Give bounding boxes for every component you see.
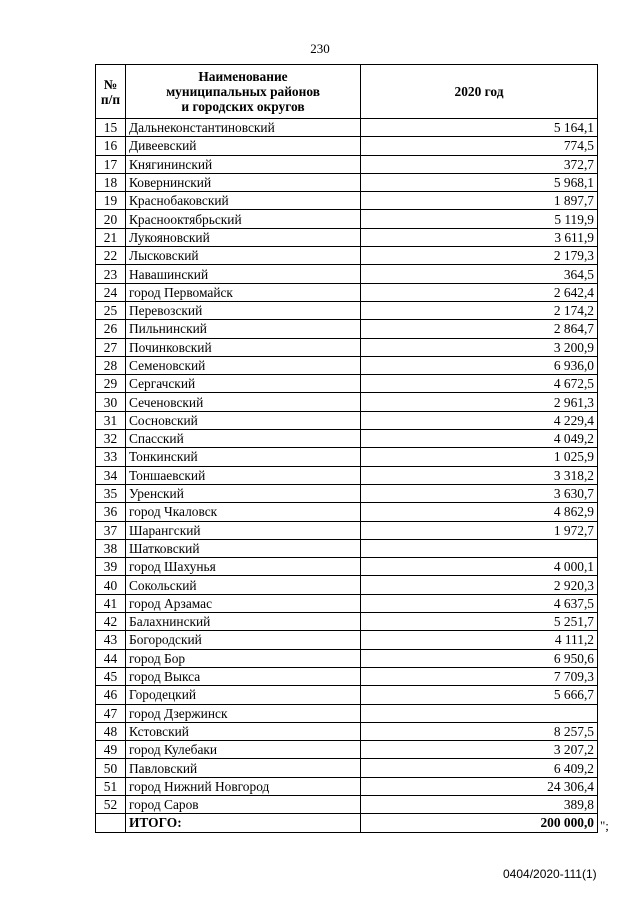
row-value-cell: 2 864,7 xyxy=(361,320,598,338)
row-value-cell: 4 862,9 xyxy=(361,503,598,521)
table-header-row xyxy=(96,65,598,119)
table-row xyxy=(96,301,598,319)
row-value-cell: 3 200,9 xyxy=(361,338,598,356)
row-num-cell: 15 xyxy=(96,119,126,137)
row-num-cell: 35 xyxy=(96,484,126,502)
row-num-cell: 47 xyxy=(96,704,126,722)
row-value-cell: 3 630,7 xyxy=(361,484,598,502)
table-row xyxy=(96,759,598,777)
table-row xyxy=(96,539,598,557)
table-row xyxy=(96,338,598,356)
row-name-cell: город Арзамас xyxy=(126,594,361,612)
table-row xyxy=(96,411,598,429)
table-row xyxy=(96,503,598,521)
row-num-cell: 41 xyxy=(96,594,126,612)
total-row xyxy=(96,814,598,832)
row-num-cell: 40 xyxy=(96,576,126,594)
row-value-cell: 5 666,7 xyxy=(361,686,598,704)
table-row xyxy=(96,594,598,612)
row-num-cell: 26 xyxy=(96,320,126,338)
row-name-cell: Краснобаковский xyxy=(126,192,361,210)
row-num-cell: 27 xyxy=(96,338,126,356)
row-num-cell: 30 xyxy=(96,393,126,411)
row-value-cell: 7 709,3 xyxy=(361,667,598,685)
row-num-cell: 23 xyxy=(96,265,126,283)
row-value-cell xyxy=(361,539,598,557)
row-name-cell: город Выкса xyxy=(126,667,361,685)
page-number: 230 xyxy=(310,41,330,56)
row-num-cell: 45 xyxy=(96,667,126,685)
row-num-cell: 20 xyxy=(96,210,126,228)
row-name-cell: Сосновский xyxy=(126,411,361,429)
total-label: ИТОГО: xyxy=(126,814,361,832)
table-row xyxy=(96,119,598,137)
row-num-cell: 39 xyxy=(96,558,126,576)
row-value-cell: 8 257,5 xyxy=(361,722,598,740)
row-value-cell: 6 950,6 xyxy=(361,649,598,667)
row-num-cell: 49 xyxy=(96,741,126,759)
row-value-cell: 4 000,1 xyxy=(361,558,598,576)
row-name-cell: Лукояновский xyxy=(126,228,361,246)
document-code: 0404/2020-111(1) xyxy=(503,867,597,881)
table-row xyxy=(96,192,598,210)
row-value-cell: 1 972,7 xyxy=(361,521,598,539)
row-num-cell: 46 xyxy=(96,686,126,704)
table-row xyxy=(96,448,598,466)
row-num-cell: 22 xyxy=(96,247,126,265)
row-value-cell: 5 968,1 xyxy=(361,173,598,191)
row-name-cell: Тоншаевский xyxy=(126,466,361,484)
row-num-cell: 38 xyxy=(96,539,126,557)
table-row xyxy=(96,173,598,191)
table-row xyxy=(96,576,598,594)
table-row xyxy=(96,667,598,685)
row-name-cell: Лысковский xyxy=(126,247,361,265)
table-row xyxy=(96,247,598,265)
table-row xyxy=(96,649,598,667)
table-row xyxy=(96,430,598,448)
row-name-cell: Перевозский xyxy=(126,301,361,319)
row-value-cell: 3 611,9 xyxy=(361,228,598,246)
row-name-cell: Богородский xyxy=(126,631,361,649)
row-num-cell: 36 xyxy=(96,503,126,521)
row-name-cell: город Кулебаки xyxy=(126,741,361,759)
row-value-cell: 2 642,4 xyxy=(361,283,598,301)
table-row xyxy=(96,484,598,502)
row-num-cell: 37 xyxy=(96,521,126,539)
row-value-cell: 1 025,9 xyxy=(361,448,598,466)
row-name-cell: город Шахунья xyxy=(126,558,361,576)
row-value-cell: 4 229,4 xyxy=(361,411,598,429)
row-name-cell: город Первомайск xyxy=(126,283,361,301)
row-name-cell: Сеченовский xyxy=(126,393,361,411)
header-num: № п/п xyxy=(96,65,126,119)
row-value-cell: 1 897,7 xyxy=(361,192,598,210)
table-row xyxy=(96,777,598,795)
row-num-cell: 50 xyxy=(96,759,126,777)
row-value-cell: 6 936,0 xyxy=(361,356,598,374)
table-row xyxy=(96,283,598,301)
row-num-cell: 33 xyxy=(96,448,126,466)
row-num-cell: 28 xyxy=(96,356,126,374)
row-value-cell: 4 672,5 xyxy=(361,375,598,393)
table-row xyxy=(96,795,598,813)
table-body xyxy=(96,119,598,814)
row-name-cell: город Саров xyxy=(126,795,361,813)
row-name-cell: Балахнинский xyxy=(126,613,361,631)
row-value-cell: 3 318,2 xyxy=(361,466,598,484)
row-name-cell: город Дзержинск xyxy=(126,704,361,722)
row-num-cell: 34 xyxy=(96,466,126,484)
table-row xyxy=(96,631,598,649)
row-name-cell: Краснооктябрьский xyxy=(126,210,361,228)
table-row xyxy=(96,558,598,576)
row-num-cell: 25 xyxy=(96,301,126,319)
row-name-cell: Починковский xyxy=(126,338,361,356)
table-row xyxy=(96,704,598,722)
table-row xyxy=(96,265,598,283)
row-name-cell: город Бор xyxy=(126,649,361,667)
row-num-cell: 19 xyxy=(96,192,126,210)
table-row xyxy=(96,375,598,393)
row-name-cell: Дивеевский xyxy=(126,137,361,155)
row-name-cell: Ковернинский xyxy=(126,173,361,191)
row-value-cell: 5 164,1 xyxy=(361,119,598,137)
row-value-cell: 364,5 xyxy=(361,265,598,283)
row-name-cell: Дальнеконстантиновский xyxy=(126,119,361,137)
table-row xyxy=(96,686,598,704)
row-num-cell: 42 xyxy=(96,613,126,631)
total-value: 200 000,0 xyxy=(361,814,598,832)
row-value-cell: 372,7 xyxy=(361,155,598,173)
table-row xyxy=(96,228,598,246)
row-num-cell: 51 xyxy=(96,777,126,795)
row-value-cell: 2 179,3 xyxy=(361,247,598,265)
row-name-cell: Сергачский xyxy=(126,375,361,393)
row-value-cell: 3 207,2 xyxy=(361,741,598,759)
row-num-cell: 17 xyxy=(96,155,126,173)
row-value-cell: 4 111,2 xyxy=(361,631,598,649)
row-num-cell: 21 xyxy=(96,228,126,246)
row-name-cell: Шатковский xyxy=(126,539,361,557)
table-row xyxy=(96,613,598,631)
row-name-cell: Княгининский xyxy=(126,155,361,173)
table-row xyxy=(96,210,598,228)
row-value-cell: 2 920,3 xyxy=(361,576,598,594)
row-num-cell: 29 xyxy=(96,375,126,393)
row-name-cell: город Нижний Новгород xyxy=(126,777,361,795)
row-name-cell: Спасский xyxy=(126,430,361,448)
row-num-cell: 31 xyxy=(96,411,126,429)
header-year: 2020 год xyxy=(361,65,598,119)
table-row xyxy=(96,356,598,374)
header-name: Наименование муниципальных районов и городских округов xyxy=(126,65,361,119)
table-row xyxy=(96,722,598,740)
row-name-cell: Кстовский xyxy=(126,722,361,740)
row-name-cell: Павловский xyxy=(126,759,361,777)
row-name-cell: город Чкаловск xyxy=(126,503,361,521)
row-num-cell: 18 xyxy=(96,173,126,191)
row-value-cell: 2 961,3 xyxy=(361,393,598,411)
row-name-cell: Тонкинский xyxy=(126,448,361,466)
row-value-cell: 6 409,2 xyxy=(361,759,598,777)
row-value-cell: 5 251,7 xyxy=(361,613,598,631)
row-name-cell: Шарангский xyxy=(126,521,361,539)
row-name-cell: Сокольский xyxy=(126,576,361,594)
row-num-cell: 43 xyxy=(96,631,126,649)
table-row xyxy=(96,741,598,759)
allocation-table xyxy=(95,64,598,833)
row-name-cell: Семеновский xyxy=(126,356,361,374)
table-row xyxy=(96,320,598,338)
row-value-cell: 4 637,5 xyxy=(361,594,598,612)
row-num-cell: 52 xyxy=(96,795,126,813)
row-value-cell: 774,5 xyxy=(361,137,598,155)
row-num-cell: 44 xyxy=(96,649,126,667)
table-row xyxy=(96,393,598,411)
table-row xyxy=(96,466,598,484)
row-name-cell: Городецкий xyxy=(126,686,361,704)
table-row xyxy=(96,521,598,539)
row-value-cell xyxy=(361,704,598,722)
row-value-cell: 24 306,4 xyxy=(361,777,598,795)
row-value-cell: 4 049,2 xyxy=(361,430,598,448)
row-value-cell: 2 174,2 xyxy=(361,301,598,319)
row-num-cell: 48 xyxy=(96,722,126,740)
table-row xyxy=(96,155,598,173)
row-num-cell: 32 xyxy=(96,430,126,448)
row-num-cell: 24 xyxy=(96,283,126,301)
row-value-cell: 5 119,9 xyxy=(361,210,598,228)
row-name-cell: Пильнинский xyxy=(126,320,361,338)
row-num-cell: 16 xyxy=(96,137,126,155)
total-num-cell xyxy=(96,814,126,832)
row-name-cell: Навашинский xyxy=(126,265,361,283)
row-value-cell: 389,8 xyxy=(361,795,598,813)
row-name-cell: Уренский xyxy=(126,484,361,502)
table-row xyxy=(96,137,598,155)
closing-quote: "; xyxy=(600,818,609,833)
